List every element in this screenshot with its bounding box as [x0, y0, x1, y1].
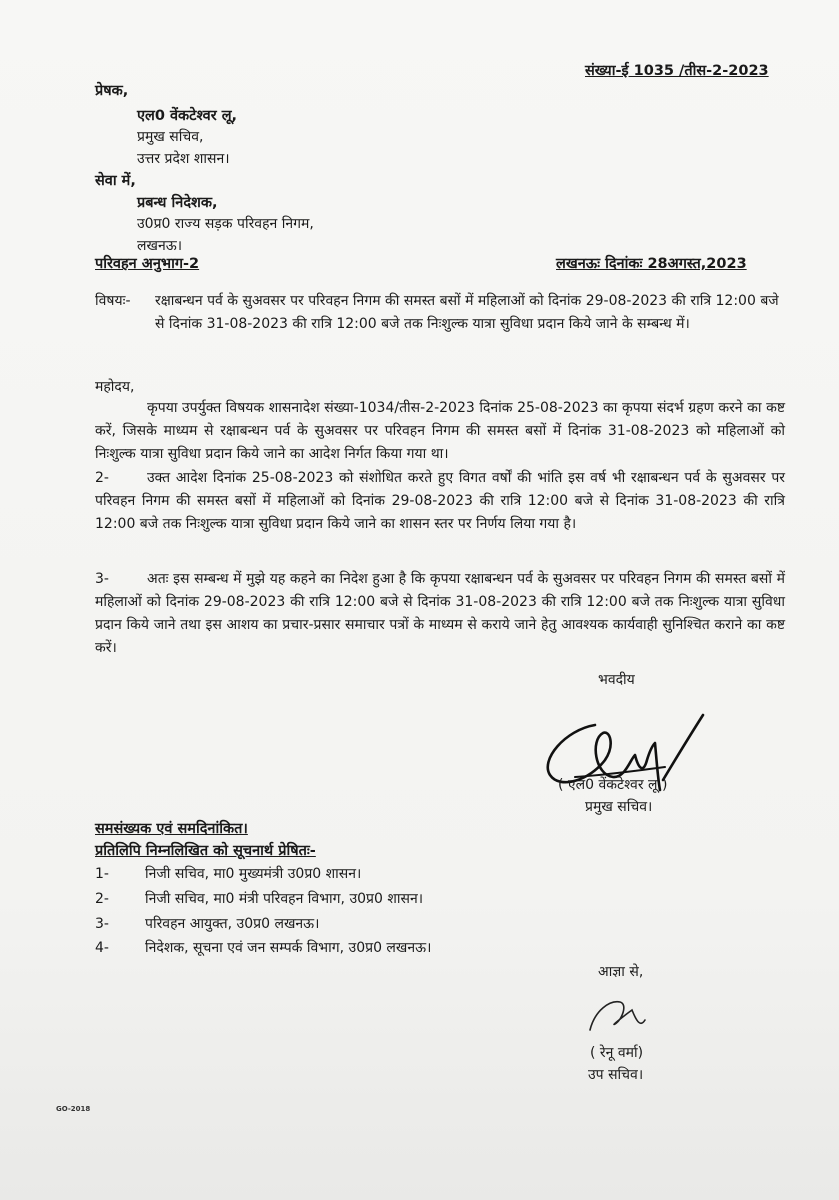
paragraph-1-text: कृपया उपर्युक्त विषयक शासनादेश संख्या-1034/तीस-2-2023 दिनांक 25-08-2023 का कृपया संदर्भ ग्रहण करने का कष्ट करें, जिसके माध्यम से रक्षाबन्धन पर्व के सुअवसर पर परिवहन निगम की समस्त बसों में दिनांक 31-08-2023 को महिलाओं को निःशुल्क यात्रा सुविधा प्रदान किये जाने का आदेश निर्गत किया गया था। — [95, 400, 785, 462]
form-code: GO-2018 — [56, 1105, 91, 1113]
by-order: आज्ञा से, — [598, 964, 644, 980]
recipient-office: उ0प्र0 राज्य सड़क परिवहन निगम, — [137, 216, 314, 232]
sender-designation: प्रमुख सचिव, — [137, 129, 204, 145]
order-signatory-designation: उप सचिव। — [588, 1067, 644, 1083]
paragraph-1 — [95, 397, 785, 466]
closing-yours: भवदीय — [598, 672, 635, 688]
order-signatory-name: ( रेनू वर्मा) — [590, 1045, 644, 1061]
salutation: महोदय, — [95, 379, 135, 395]
copy-item-number: 3- — [95, 916, 109, 932]
copy-list-item — [95, 864, 361, 883]
recipient-designation: प्रबन्ध निदेशक, — [137, 195, 218, 211]
paragraph-2-number: 2- — [95, 470, 109, 486]
copy-item-text: निजी सचिव, मा0 मंत्री परिवहन विभाग, उ0प्र0 शासन। — [145, 891, 424, 907]
initials-signature-image — [570, 990, 660, 1040]
copy-list-item — [95, 938, 431, 957]
copy-item-number: 4- — [95, 940, 109, 956]
paragraph-3 — [95, 568, 785, 660]
copy-item-text: निजी सचिव, मा0 मुख्यमंत्री उ0प्र0 शासन। — [145, 866, 362, 882]
copy-heading-same: समसंख्यक एवं समदिनांकित। — [95, 821, 248, 837]
copy-item-number: 1- — [95, 866, 109, 882]
section-name: परिवहन अनुभाग-2 — [95, 256, 200, 272]
subject-text: रक्षाबन्धन पर्व के सुअवसर पर परिवहन निगम की समस्त बसों में महिलाओं को दिनांक 29-08-2023 की रात्रि 12:00 बजे से दिनांक 31-08-2023 की रात्रि 12:00 बजे तक निःशुल्क यात्रा सुविधा प्रदान किये जाने के सम्बन्ध में। — [155, 293, 779, 332]
signatory-designation: प्रमुख सचिव। — [585, 799, 653, 815]
subject-label: विषयः- — [95, 293, 131, 309]
reference-number: संख्या-ई 1035 /तीस-2-2023 — [585, 63, 769, 79]
place-date: लखनऊः दिनांकः 28अगस्त,2023 — [556, 256, 747, 272]
signatory-name: ( एल0 वेंकटेश्वर लू ) — [558, 777, 668, 793]
paragraph-2 — [95, 467, 785, 536]
recipient-label: सेवा में, — [95, 173, 136, 189]
recipient-city: लखनऊ। — [137, 238, 183, 254]
paragraph-3-number: 3- — [95, 571, 109, 587]
copy-item-text: परिवहन आयुक्त, उ0प्र0 लखनऊ। — [145, 916, 320, 932]
copy-item-text: निदेशक, सूचना एवं जन सम्पर्क विभाग, उ0प्र0 लखनऊ। — [145, 940, 432, 956]
copy-heading-recipients: प्रतिलिपि निम्नलिखित को सूचनार्थ प्रेषितः- — [95, 843, 316, 859]
copy-list-item — [95, 914, 319, 933]
sender-name: एल0 वेंकटेश्वर लू, — [137, 108, 238, 124]
paragraph-2-text: उक्त आदेश दिनांक 25-08-2023 को संशोधित करते हुए विगत वर्षों की भांति इस वर्ष भी रक्षाबन्धन पर्व के सुअवसर पर परिवहन निगम की समस्त बसों में महिलाओं को दिनांक 29-08-2023 की रात्रि 12:00 बजे से दिनांक 31-08-2023 की रात्रि 12:00 बजे तक निःशुल्क यात्रा सुविधा प्रदान किये जाने का शासन स्तर पर निर्णय लिया गया है। — [95, 470, 785, 532]
sender-office: उत्तर प्रदेश शासन। — [137, 151, 230, 167]
sender-label: प्रेषक, — [95, 83, 129, 99]
paragraph-3-text: अतः इस सम्बन्ध में मुझे यह कहने का निदेश हुआ है कि कृपया रक्षाबन्धन पर्व के सुअवसर पर परिवहन निगम की समस्त बसों में महिलाओं को दिनांक 29-08-2023 की रात्रि 12:00 बजे से दिनांक 31-08-2023 की रात्रि 12:00 बजे तक निःशुल्क यात्रा सुविधा प्रदान किये जाने तथा इस आशय का प्रचार-प्रसार समाचार पत्रों के माध्यम से कराये जाने हेतु आवश्यक कार्यवाही सुनिश्चित कराने का कष्ट करें। — [95, 571, 785, 656]
copy-item-number: 2- — [95, 891, 109, 907]
copy-list-item — [95, 889, 423, 908]
